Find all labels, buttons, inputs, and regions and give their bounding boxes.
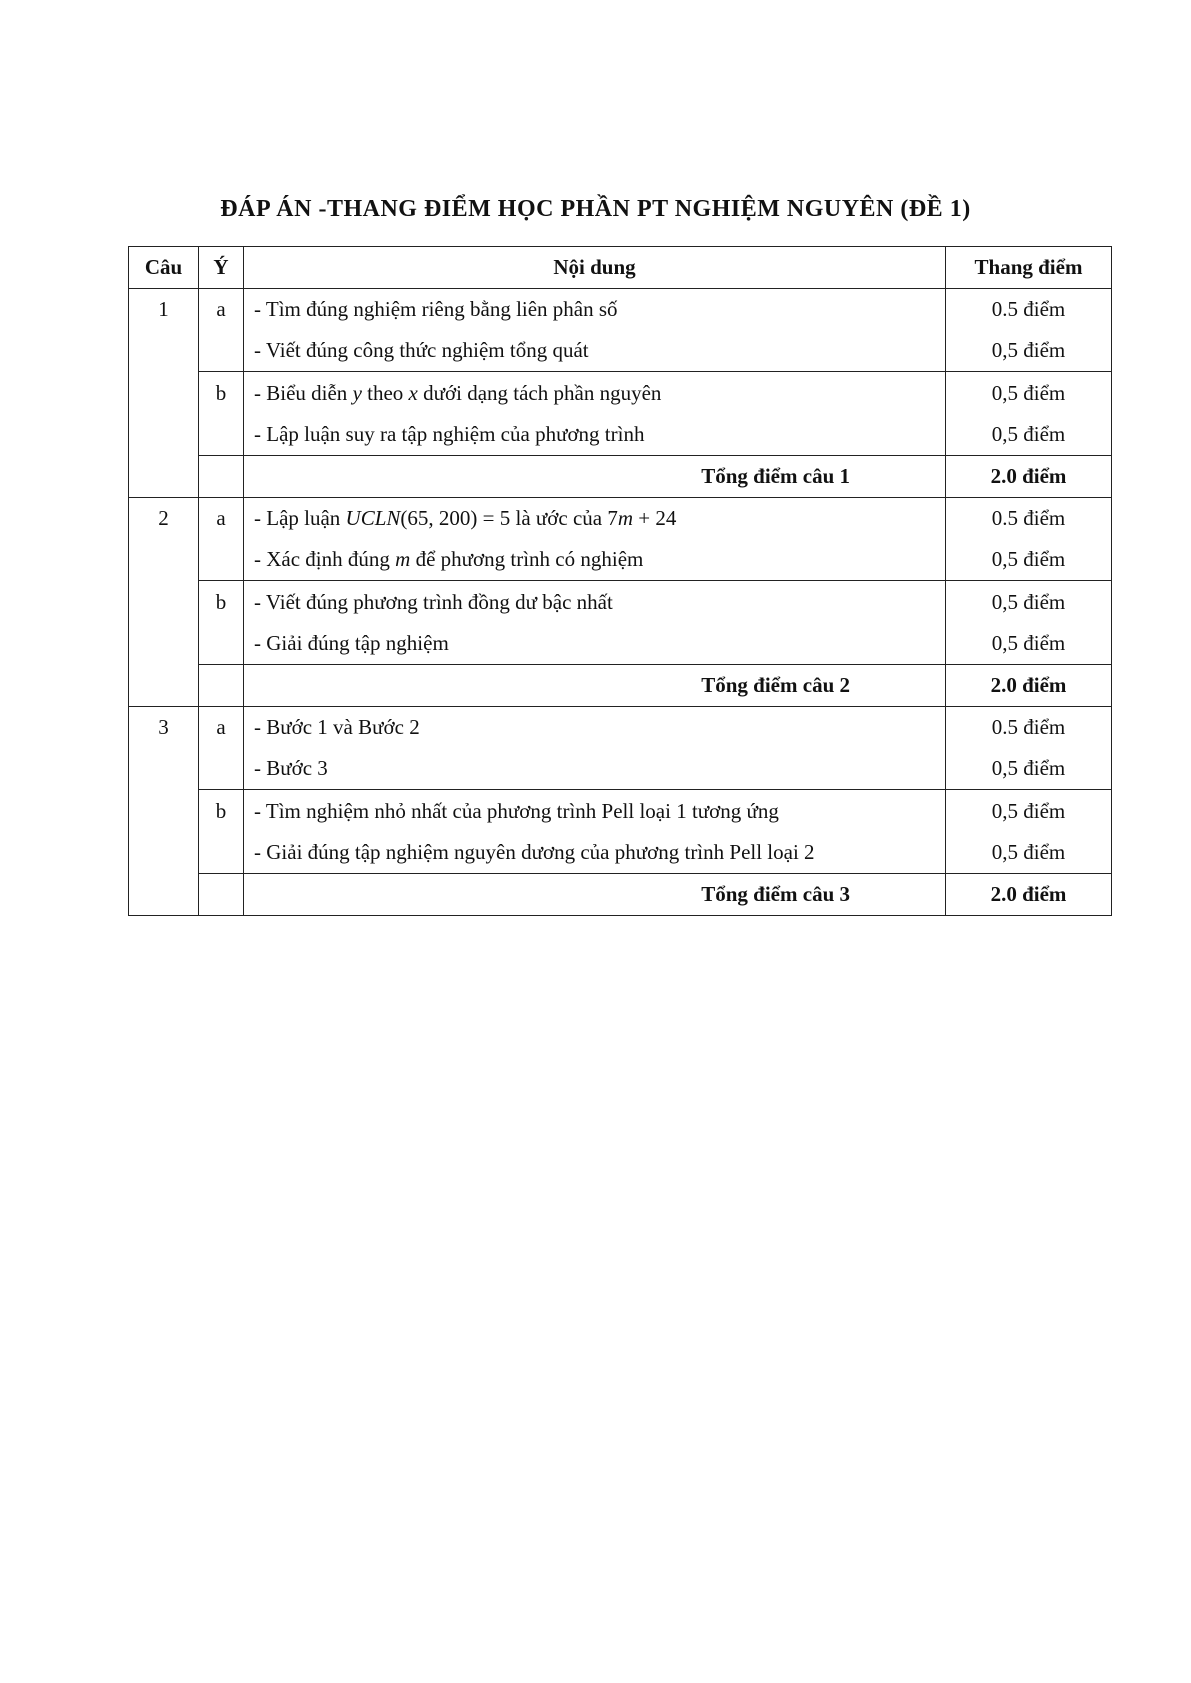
part-label: a [199, 288, 244, 330]
header-thang-diem: Thang điểm [946, 247, 1112, 289]
score-cell: 0.5 điểm [946, 288, 1112, 330]
score-cell: 0,5 điểm [946, 372, 1112, 414]
score-cell: 0,5 điểm [946, 539, 1112, 581]
table-row [129, 497, 1112, 539]
score-cell: 0,5 điểm [946, 623, 1112, 665]
total-label: Tổng điểm câu 2 [244, 664, 946, 706]
score-cell: 0.5 điểm [946, 706, 1112, 748]
table-row [129, 581, 1112, 623]
score-cell: 0,5 điểm [946, 581, 1112, 623]
content-cell: - Bước 3 [244, 748, 946, 790]
content-cell: - Lập luận suy ra tập nghiệm của phương trình [244, 414, 946, 456]
table-row [129, 330, 1112, 372]
score-cell: 0,5 điểm [946, 790, 1112, 832]
total-score: 2.0 điểm [946, 873, 1112, 915]
table-row [129, 539, 1112, 581]
score-cell: 0.5 điểm [946, 497, 1112, 539]
table-row [129, 832, 1112, 874]
total-row [129, 664, 1112, 706]
part-label: b [199, 372, 244, 414]
total-label: Tổng điểm câu 3 [244, 873, 946, 915]
question-number: 2 [129, 497, 199, 539]
grading-table [128, 246, 1112, 916]
part-label: a [199, 706, 244, 748]
total-score: 2.0 điểm [946, 455, 1112, 497]
total-row [129, 873, 1112, 915]
content-cell: - Giải đúng tập nghiệm nguyên dương của phương trình Pell loại 2 [244, 832, 946, 874]
header-y: Ý [199, 247, 244, 289]
part-label: b [199, 581, 244, 623]
table-header-row [129, 247, 1112, 289]
table-row [129, 288, 1112, 330]
content-cell: - Bước 1 và Bước 2 [244, 706, 946, 748]
header-noi-dung: Nội dung [244, 247, 946, 289]
table-row [129, 790, 1112, 832]
content-cell: - Giải đúng tập nghiệm [244, 623, 946, 665]
total-score: 2.0 điểm [946, 664, 1112, 706]
score-cell: 0,5 điểm [946, 414, 1112, 456]
page-title: ĐÁP ÁN -THANG ĐIỂM HỌC PHẦN PT NGHIỆM NGUYÊN (ĐỀ 1) [220, 196, 971, 222]
content-cell: - Lập luận UCLN(65, 200) = 5 là ước của 7m + 24 [244, 497, 946, 539]
table-row [129, 706, 1112, 748]
total-row [129, 455, 1112, 497]
content-cell: - Tìm đúng nghiệm riêng bằng liên phân số [244, 288, 946, 330]
header-cau: Câu [129, 247, 199, 289]
table-row [129, 748, 1112, 790]
question-number: 1 [129, 288, 199, 330]
score-cell: 0,5 điểm [946, 748, 1112, 790]
content-cell: - Viết đúng phương trình đồng dư bậc nhất [244, 581, 946, 623]
content-cell: - Biểu diễn y theo x dưới dạng tách phần nguyên [244, 372, 946, 414]
content-cell: - Viết đúng công thức nghiệm tổng quát [244, 330, 946, 372]
total-label: Tổng điểm câu 1 [244, 455, 946, 497]
content-cell: - Xác định đúng m để phương trình có nghiệm [244, 539, 946, 581]
score-cell: 0,5 điểm [946, 330, 1112, 372]
table-row [129, 623, 1112, 665]
part-label: a [199, 497, 244, 539]
table-row [129, 414, 1112, 456]
table-row [129, 372, 1112, 414]
score-cell: 0,5 điểm [946, 832, 1112, 874]
part-label: b [199, 790, 244, 832]
question-number: 3 [129, 706, 199, 748]
content-cell: - Tìm nghiệm nhỏ nhất của phương trình Pell loại 1 tương ứng [244, 790, 946, 832]
